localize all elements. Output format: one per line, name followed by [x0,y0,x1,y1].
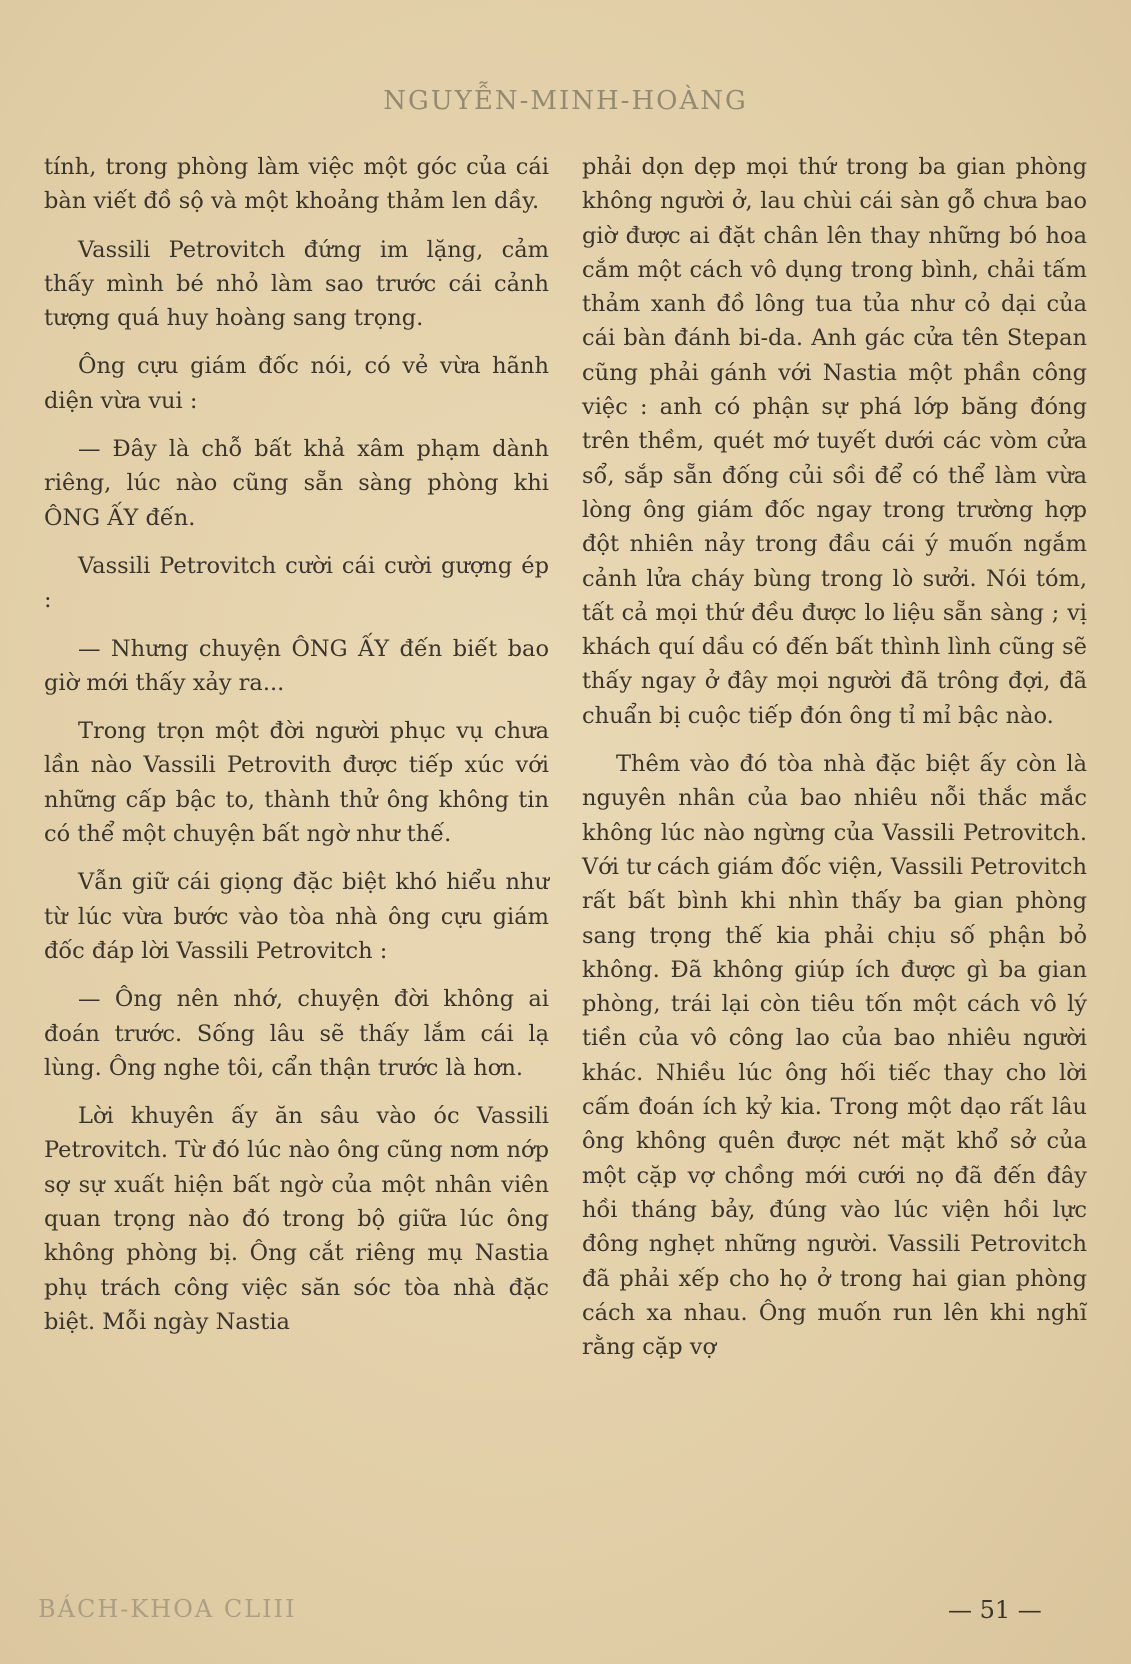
paragraph: Vassili Petrovitch đứng im lặng, cảm thấy mình bé nhỏ làm sao trước cái cảnh tượng quá huy hoàng sang trọng. [44,236,549,332]
paragraph: Vassili Petrovitch cười cái cười gượng ép : [44,552,549,614]
right-column [582,150,1087,1364]
paragraph: Ông cựu giám đốc nói, có vẻ vừa hãnh diện vừa vui : [44,353,549,414]
paragraph: tính, trong phòng làm việc một góc của cái bàn viết đồ sộ và một khoảng thảm len dầy. [44,154,549,215]
dialogue-line: — Đây là chỗ bất khả xâm phạm dành riêng, lúc nào cũng sẵn sàng phòng khi ÔNG ẤY đến. [44,436,549,531]
dialogue-line: — Ông nên nhớ, chuyện đời không ai đoán trước. Sống lâu sẽ thấy lắm cái lạ lùng. Ông nghe tôi, cẩn thận trước là hơn. [44,986,549,1081]
paragraph: Lời khuyên ấy ăn sâu vào óc Vassili Petrovitch. Từ đó lúc nào ông cũng nơm nớp sợ sự xuất hiện bất ngờ của một nhân viên quan trọng nào đó trong bộ giữa lúc ông không phòng bị. Ông cắt riêng mụ Nastia phụ trách công việc săn sóc tòa nhà đặc biệt. Mỗi ngày Nastia [44,1103,549,1335]
paragraph: Thêm vào đó tòa nhà đặc biệt ấy còn là nguyên nhân của bao nhiêu nỗi thắc mắc không lúc nào ngừng của Vassili Petrovitch. Với tư cách giám đốc viện, Vassili Petrovitch rất bất bình khi nhìn thấy ba gian phòng sang trọng thế kia phải chịu số phận bỏ không. Đã không giúp ích được gì ba gian phòng, trái lại còn tiêu tốn một cách vô lý tiền của vô công lao của bao nhiêu người khác. Nhiều lúc ông hối tiếc thay cho lời cấm đoán ích kỷ kia. Trong một dạo rất lâu ông không quên được nét mặt khổ sở của một cặp vợ chồng mới cưới nọ đã đến đây hồi tháng bảy, đúng vào lúc viện hồi lực đông nghẹt những người. Vassili Petrovitch đã phải xếp cho họ ở trong hai gian phòng cách xa nhau. Ông muốn run lên khi nghĩ rằng cặp vợ [582,751,1087,1361]
paragraph: Vẫn giữ cái giọng đặc biệt khó hiểu như từ lúc vừa bước vào tòa nhà ông cựu giám đốc đáp lời Vassili Petrovitch : [44,869,549,964]
paragraph: Trong trọn một đời người phục vụ chưa lần nào Vassili Petrovith được tiếp xúc với những cấp bậc to, thành thử ông không tin có thể một chuyện bất ngờ như thế. [44,718,549,848]
left-column [44,150,549,1339]
paragraph: phải dọn dẹp mọi thứ trong ba gian phòng không người ở, lau chùi cái sàn gỗ chưa bao giờ được ai đặt chân lên thay những bó hoa cắm một cách vô dụng trong bình, chải tấm thảm xanh đồ lông tua tủa như cỏ dại của cái bàn đánh bi-da. Anh gác cửa tên Stepan cũng phải gánh với Nastia một phần công việc : anh có phận sự phá lớp băng đóng trên thềm, quét mớ tuyết dưới các vòm cửa sổ, sắp sẵn đống củi sồi để có thể làm vừa lòng ông giám đốc ngay trong trường hợp đột nhiên nảy trong đầu cái ý muốn ngắm cảnh lửa cháy bùng trong lò sưởi. Nói tóm, tất cả mọi thứ đều được lo liệu sẵn sàng ; vị khách quí dầu có đến bất thình lình cũng sẽ thấy ngay ở đây mọi người đã trông đợi, đã chuẩn bị cuộc tiếp đón ông tỉ mỉ bậc nào. [582,154,1087,729]
dialogue-line: — Nhưng chuyện ÔNG ẤY đến biết bao giờ mới thấy xảy ra... [44,635,549,696]
running-header: NGUYỄN-MINH-HOÀNG [383,86,748,116]
page-number: — 51 — [948,1596,1042,1624]
magazine-footer: BÁCH-KHOA CLIII [38,1595,297,1623]
